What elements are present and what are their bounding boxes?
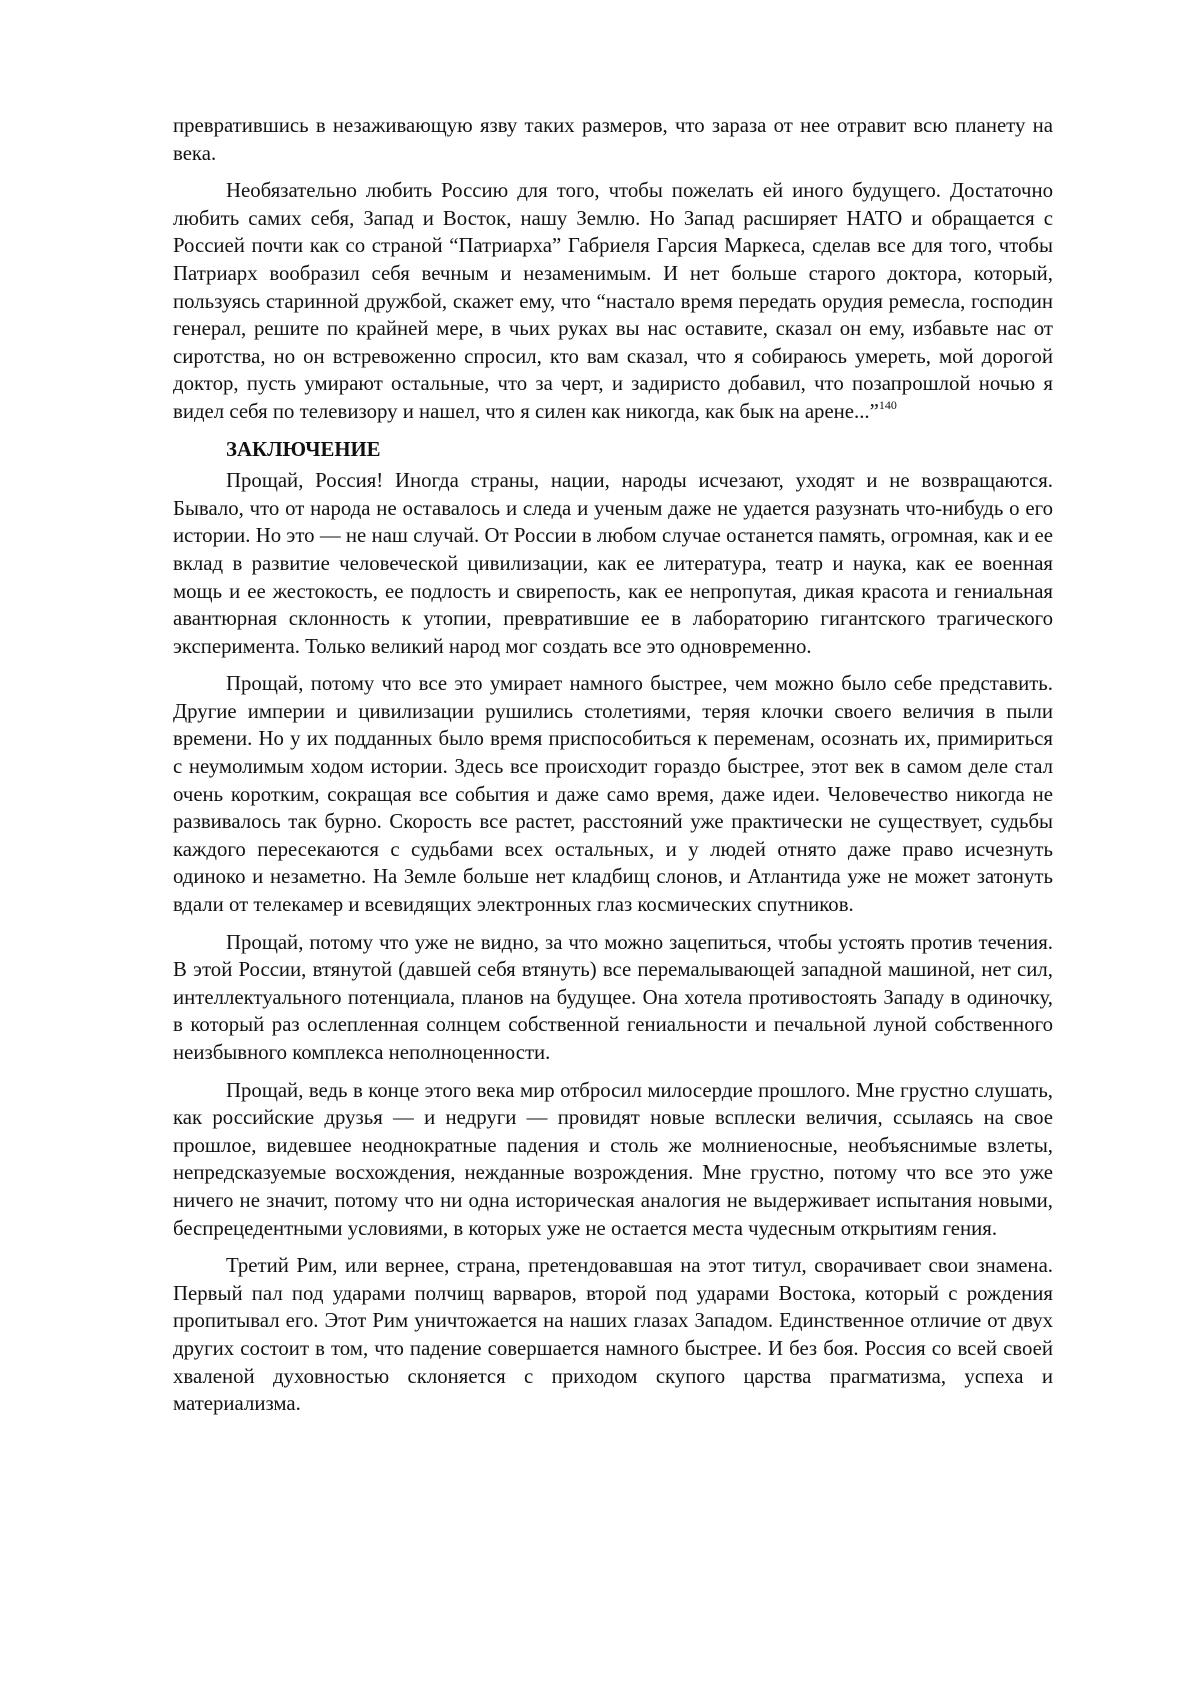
footnote-reference[interactable]: 140 bbox=[879, 398, 897, 412]
paragraph: Третий Рим, или вернее, страна, претендовавшая на этот титул, сворачивает свои знамена. Первый пал под ударами полчищ варваров, второй под ударами Востока, который с рождения пропитывал его. Этот Рим уничтожается на наших глазах Западом. Единственное отличие от двух других состоит в том, что падение совершается намного быстрее. И без боя. Россия со всей своей хваленой духовностью склоняется с приходом скупого царства прагматизма, успеха и материализма. bbox=[173, 1252, 1053, 1418]
paragraph-marquez-quote bbox=[173, 177, 1053, 425]
section-heading: ЗАКЛЮЧЕНИЕ bbox=[226, 436, 1053, 464]
paragraph: Прощай, потому что все это умирает намного быстрее, чем можно было себе представить. Другие империи и цивилизации рушились столетиями, теряя клочки своего величия в пыли времени. Но у их подданных было время приспособиться к переменам, осознать их, примириться с неумолимым ходом истории. Здесь все происходит гораздо быстрее, этот век в самом деле стал очень коротким, сокращая все события и даже само время, даже идеи. Человечество никогда не развивалось так бурно. Скорость все растет, расстояний уже практически не существует, судьбы каждого пересекаются с судьбами всех остальных, и у людей отнято даже право исчезнуть одиноко и незаметно. На Земле больше нет кладбищ слонов, и Атлантида уже не может затонуть вдали от телекамер и всевидящих электронных глаз космических спутников. bbox=[173, 670, 1053, 918]
paragraph: Прощай, ведь в конце этого века мир отбросил милосердие прошлого. Мне грустно слушать, как российские друзья — и недруги — провидят новые всплески величия, ссылаясь на свое прошлое, видевшее неоднократные падения и столь же молниеносные, необъяснимые взлеты, непредсказуемые восхождения, нежданные возрождения. Мне грустно, потому что все это уже ничего не значит, потому что ни одна историческая аналогия не выдерживает испытания новыми, беспрецедентными условиями, в которых уже не остается места чудесным открытиям гения. bbox=[173, 1077, 1053, 1243]
paragraph-text: Необязательно любить Россию для того, чтобы пожелать ей иного будущего. Достаточно любить самих себя, Запад и Восток, нашу Землю. Но Запад расширяет НАТО и обращается с Россией почти как со страной “Патриарха” Габриеля Гарсия Маркеса, сделав все для того, чтобы Патриарх вообразил себя вечным и незаменимым. И нет больше старого доктора, который, пользуясь старинной дружбой, скажет ему, что “настало время передать орудия ремесла, господин генерал, решите по крайней мере, в чьих руках вы нас оставите, сказал он ему, избавьте нас от сиротства, но он встревоженно спросил, кто вам сказал, что я собираюсь умереть, мой дорогой доктор, пусть умирают остальные, что за черт, и задиристо добавил, что позапрошлой ночью я видел себя по телевизору и нашел, что я силен как никогда, как бык на арене...” bbox=[173, 179, 1053, 423]
paragraph: Прощай, потому что уже не видно, за что можно зацепиться, чтобы устоять против течения. В этой России, втянутой (давшей себя втянуть) все перемалывающей западной машиной, нет сил, интеллектуального потенциала, планов на будущее. Она хотела противостоять Западу в одиночку, в который раз ослепленная солнцем собственной гениальности и печальной луной собственного неизбывного комплекса неполноценности. bbox=[173, 929, 1053, 1067]
document-page bbox=[173, 112, 1053, 1428]
paragraph: Прощай, Россия! Иногда страны, нации, народы исчезают, уходят и не возвращаются. Бывало, что от народа не оставалось и следа и ученым даже не удается разузнать что-нибудь о его истории. Но это — не наш случай. От России в любом случае останется память, огромная, как и ее вклад в развитие человеческой цивилизации, как ее литература, театр и наука, как ее военная мощь и ее жестокость, ее подлость и свирепость, как ее непропутая, дикая красота и гениальная авантюрная склонность к утопии, превратившие ее в лабораторию гигантского трагического эксперимента. Только великий народ мог создать все это одновременно. bbox=[173, 467, 1053, 660]
paragraph-continued: превратившись в незаживающую язву таких размеров, что зараза от нее отравит всю планету на века. bbox=[173, 112, 1053, 167]
